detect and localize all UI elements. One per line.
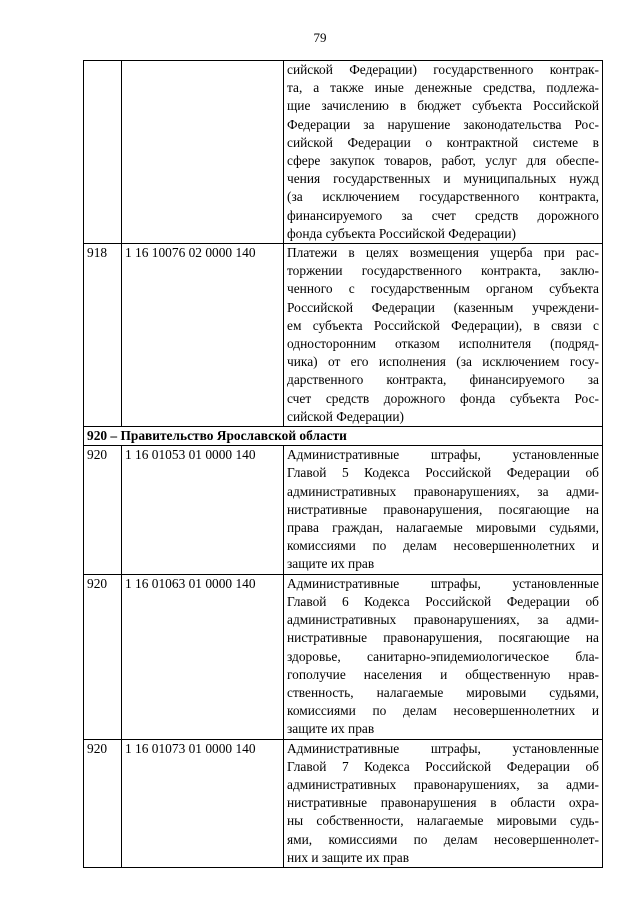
section-header: 920 – Правительство Ярославской области (84, 427, 603, 446)
budget-code-cell: 1 16 01063 01 0000 140 (122, 574, 284, 739)
description-line: односторонним отказом исполнителя (подряд- (287, 336, 599, 352)
budget-code-cell: 1 16 01073 01 0000 140 (122, 739, 284, 867)
section-header-row (84, 427, 603, 446)
description-line: ченного с государственным органом субъекта (287, 281, 599, 297)
table-row (84, 739, 603, 867)
table-row (84, 61, 603, 244)
description-line: ственность, налагаемые мировыми судьями, (287, 684, 599, 700)
description-line: Российской Федерации (казенным учреждени- (287, 299, 599, 315)
description-line: комиссиями по делам несовершеннолетних и (287, 703, 599, 719)
admin-code-cell: 918 (84, 244, 122, 427)
description-line: нистративные правонарушения, посягающие на (287, 630, 599, 646)
description-line: чения государственных и муниципальных нужд (287, 171, 599, 187)
description-line: щие зачислению в бюджет субъекта Российской (287, 98, 599, 114)
description-cell (284, 61, 603, 244)
description-cell (284, 244, 603, 427)
description-line: Административные штрафы, установленные (287, 740, 599, 756)
budget-classification-table (83, 60, 603, 868)
admin-code-cell (84, 61, 122, 244)
description-line: Главой 5 Кодекса Российской Федерации об (287, 465, 599, 481)
description-line: ны собственности, налагаемые мировыми судь- (287, 813, 599, 829)
description-line: Административные штрафы, установленные (287, 447, 599, 463)
description-line: защите их прав (287, 556, 375, 572)
description-line: финансируемого за счет средств дорожного (287, 207, 599, 223)
description-line: Главой 6 Кодекса Российской Федерации об (287, 593, 599, 609)
description-line: Федерации за нарушение законодательства Рос- (287, 116, 599, 132)
description-cell (284, 446, 603, 574)
admin-code-cell: 920 (84, 574, 122, 739)
budget-code-cell (122, 61, 284, 244)
description-line: сийской Федерации о контрактной системе в (287, 134, 599, 150)
description-cell (284, 739, 603, 867)
description-line: нистративные правонарушения, посягающие на (287, 501, 599, 517)
description-line: нистративные правонарушения в области охра- (287, 795, 599, 811)
budget-code-cell: 1 16 01053 01 0000 140 (122, 446, 284, 574)
table-row (84, 574, 603, 739)
description-line: сфере закупок товаров, работ, услуг для обеспе- (287, 153, 599, 169)
description-cell (284, 574, 603, 739)
description-line: административных правонарушениях, за адми- (287, 612, 599, 628)
description-line: дарственного контракта, финансируемого за (287, 372, 599, 388)
description-line: здоровье, санитарно-эпидемиологическое бла- (287, 648, 599, 664)
budget-code-cell: 1 16 10076 02 0000 140 (122, 244, 284, 427)
description-line: счет средств дорожного фонда субъекта Рос- (287, 390, 599, 406)
description-line: торжении государственного контракта, заклю- (287, 263, 599, 279)
description-line: фонда субъекта Российской Федерации) (287, 225, 516, 241)
table-row (84, 244, 603, 427)
table-row (84, 446, 603, 574)
description-line: сийской Федерации) (287, 408, 404, 424)
description-line: ями, комиссиями по делам несовершеннолет- (287, 831, 599, 847)
page-number: 79 (313, 30, 327, 45)
description-line: ем субъекта Российской Федерации), в связи с (287, 317, 599, 333)
admin-code-cell: 920 (84, 739, 122, 867)
description-line: гополучие населения и общественную нрав- (287, 666, 599, 682)
description-line: Платежи в целях возмещения ущерба при рас- (287, 245, 599, 261)
description-line: административных правонарушениях, за адми- (287, 776, 599, 792)
description-line: защите их прав (287, 721, 375, 737)
description-line: (за исключением государственного контракта, (287, 189, 599, 205)
table-body (84, 61, 603, 868)
description-line: комиссиями по делам несовершеннолетних и (287, 538, 599, 554)
admin-code-cell: 920 (84, 446, 122, 574)
description-line: сийской Федерации) государственного контрак- (287, 62, 599, 77)
description-line: та, а также иные денежные средства, подлежа- (287, 80, 599, 96)
description-line: Административные штрафы, установленные (287, 575, 599, 591)
description-line: них и защите их прав (287, 849, 410, 865)
description-line: административных правонарушениях, за адми- (287, 483, 599, 499)
description-line: права граждан, налагаемые мировыми судьями, (287, 520, 599, 536)
description-line: чика) от его исполнения (за исключением госу- (287, 354, 599, 370)
description-line: Главой 7 Кодекса Российской Федерации об (287, 758, 599, 774)
